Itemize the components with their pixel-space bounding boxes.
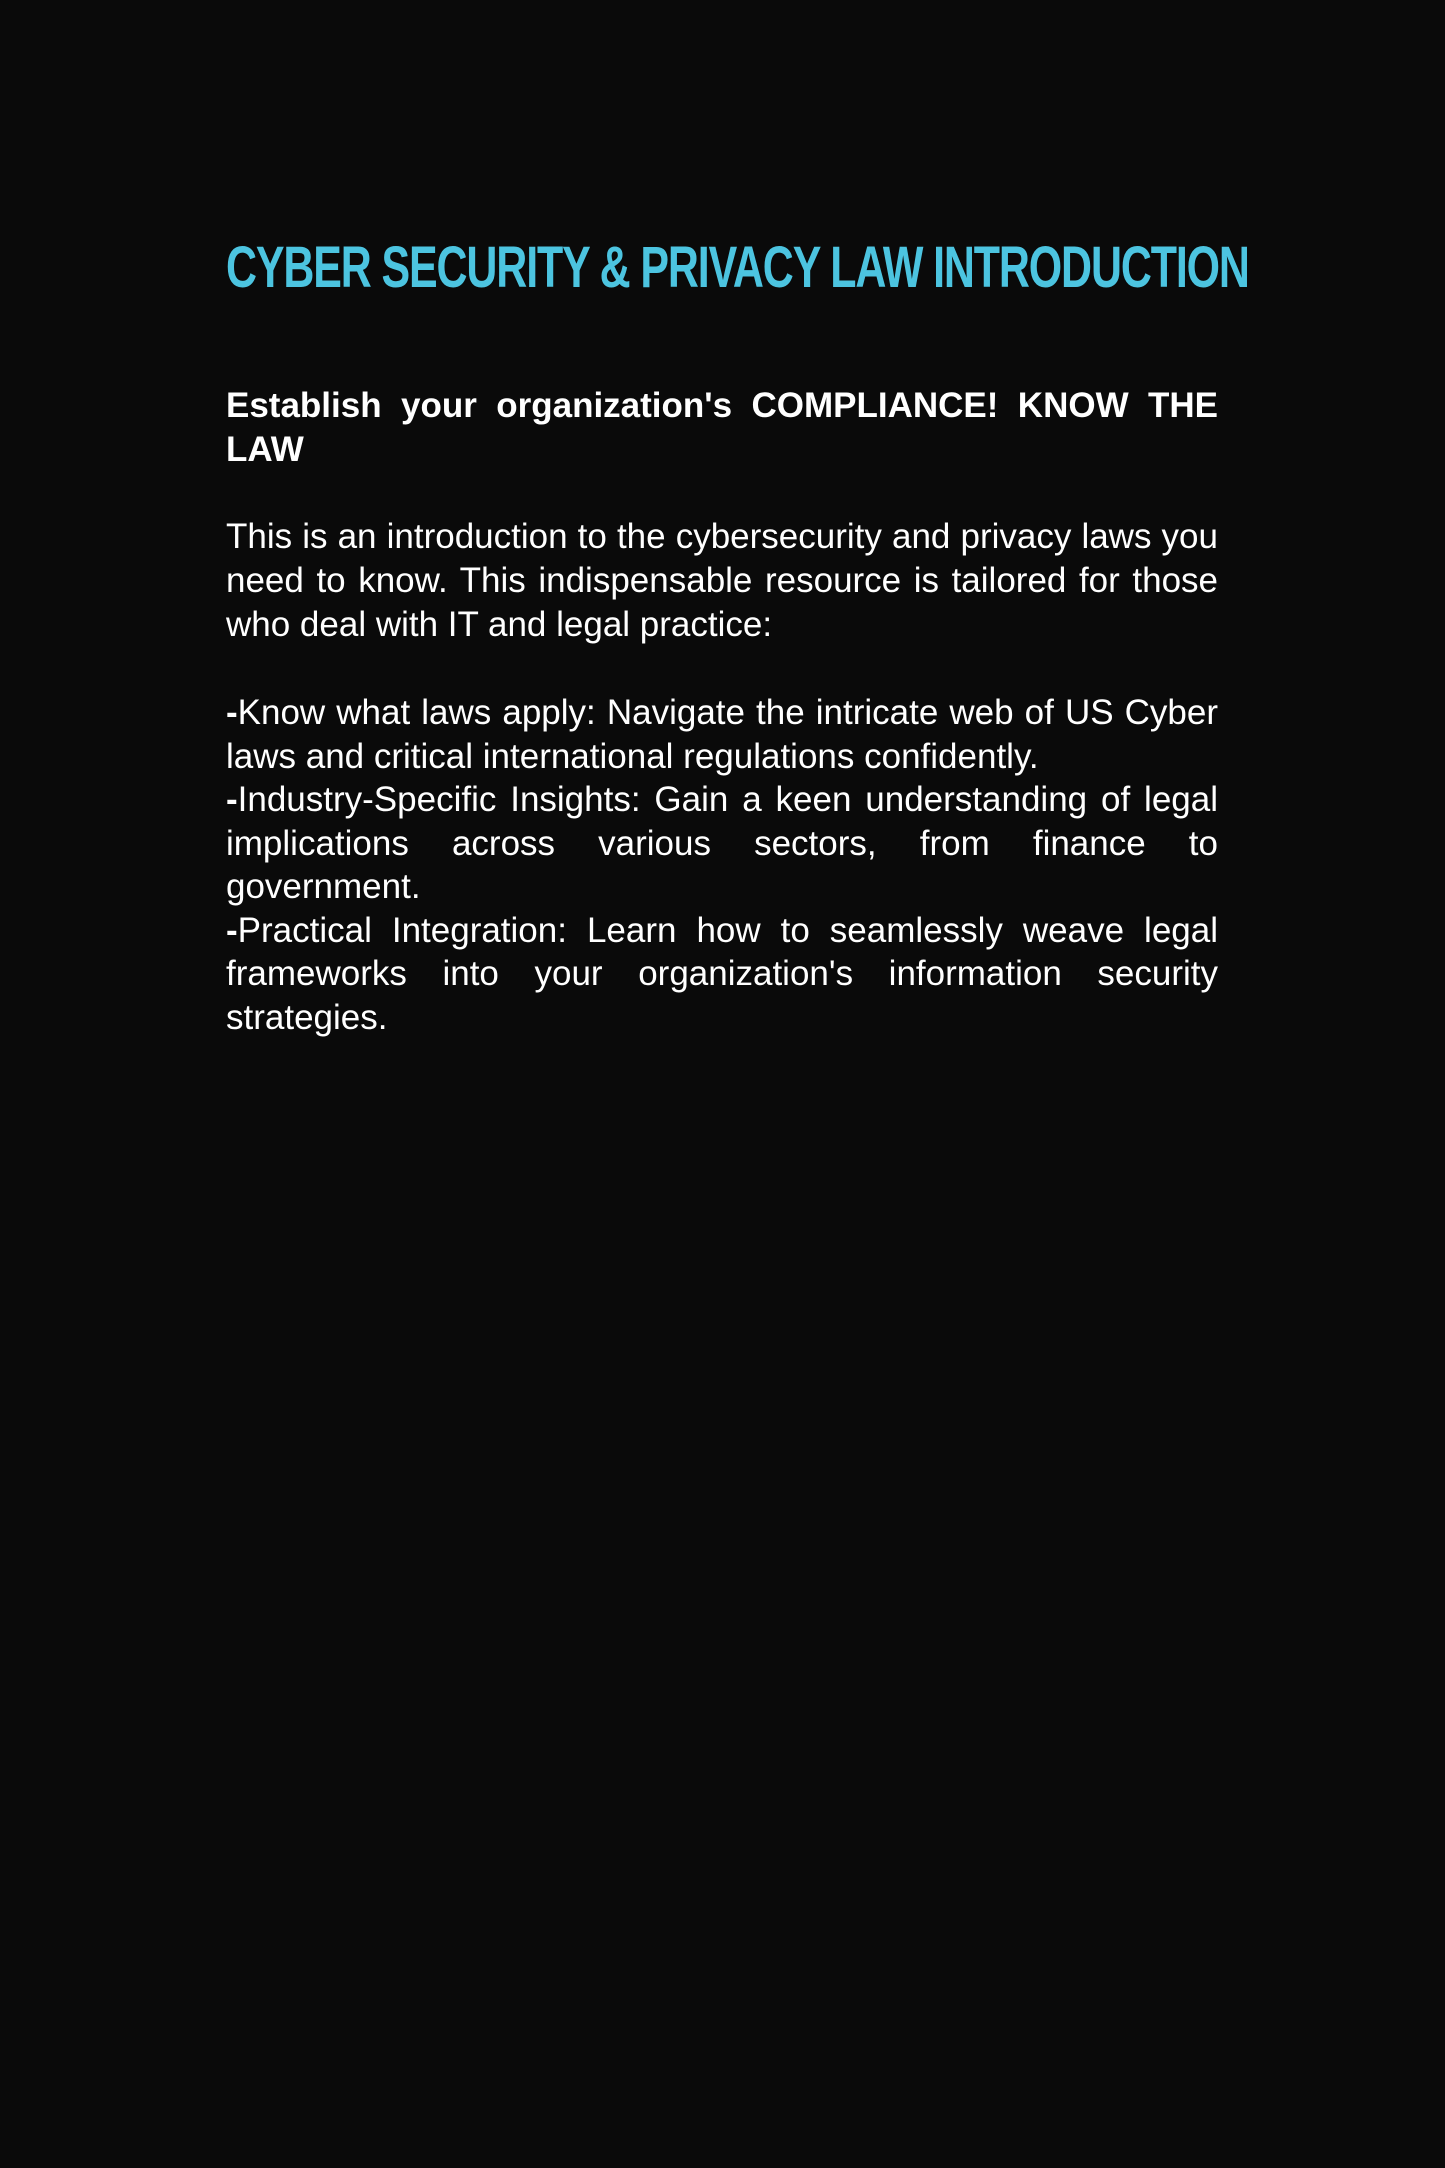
intro-paragraph: This is an introduction to the cybersecurity and privacy laws you need to know. This indispensable resource is tailored for those who deal with IT and legal practice:: [226, 517, 1218, 644]
bullet-text: Industry-Specific Insights: Gain a keen understanding of legal implications across various sectors, from finance to government.: [226, 780, 1218, 906]
bullet-item: [226, 691, 1218, 778]
document-title: CYBER SECURITY & PRIVACY LAW INTRODUCTION: [226, 235, 1249, 300]
bullet-text: Practical Integration: Learn how to seamlessly weave legal frameworks into your organization's information security strategies.: [226, 910, 1218, 1037]
document-content: [226, 232, 1249, 1039]
bullet-marker: -: [226, 780, 238, 819]
bullet-item: [226, 909, 1218, 1040]
bullet-marker: -: [226, 693, 238, 732]
bullet-text: Know what laws apply: Navigate the intricate web of US Cyber laws and critical international regulations confidently.: [226, 693, 1218, 776]
bullet-marker: -: [226, 910, 238, 950]
lead-paragraph: Establish your organization's COMPLIANCE! KNOW THE LAW: [226, 386, 1218, 469]
bullet-list: [226, 691, 1218, 1039]
bullet-item: [226, 778, 1218, 909]
